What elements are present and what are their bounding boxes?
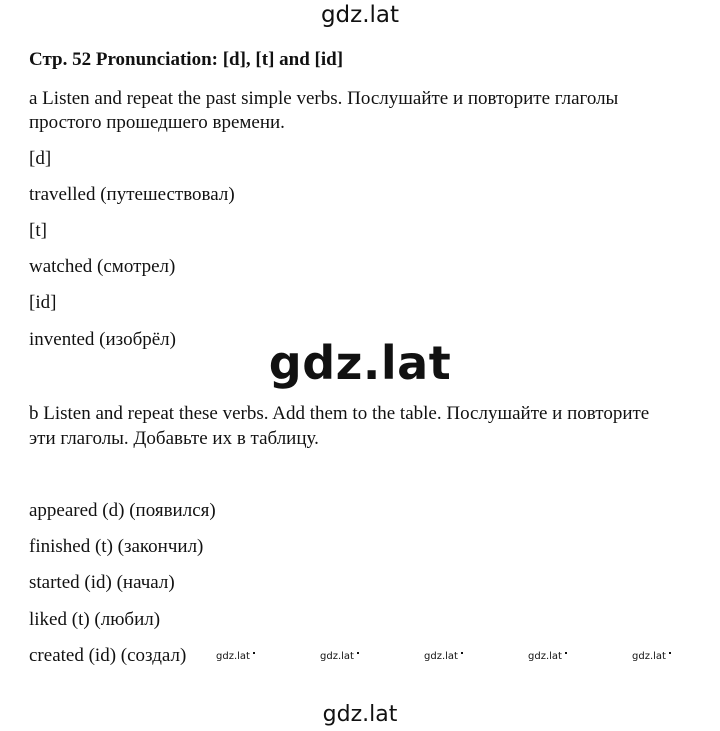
page-heading: Стр. 52 Pronunciation: [d], [t] and [id] xyxy=(29,49,344,70)
small-watermark: gdz.lat xyxy=(528,651,567,662)
small-watermark: gdz.lat xyxy=(320,651,359,662)
verb-item: started (id) (начал) xyxy=(29,572,175,593)
example-word-id: invented (изобрёл) xyxy=(29,329,176,350)
example-word-t: watched (смотрел) xyxy=(29,256,176,277)
verb-item: appeared (d) (появился) xyxy=(29,500,216,521)
verb-item: finished (t) (закончил) xyxy=(29,536,204,557)
task-b-line-1: b Listen and repeat these verbs. Add them to the table. Послушайте и повторите xyxy=(29,403,650,424)
example-word-d: travelled (путешествовал) xyxy=(29,184,235,205)
sound-label-id: [id] xyxy=(29,292,57,313)
task-a-line-1: a Listen and repeat the past simple verbs. Послушайте и повторите глаголы xyxy=(29,88,619,109)
verb-item: liked (t) (любил) xyxy=(29,609,161,630)
sound-label-t: [t] xyxy=(29,220,47,241)
small-watermark: gdz.lat xyxy=(216,651,255,662)
task-b-line-2: эти глаголы. Добавьте их в таблицу. xyxy=(29,428,319,449)
small-watermark: gdz.lat xyxy=(632,651,671,662)
watermark-middle: gdz.lat xyxy=(268,336,452,390)
verb-item: created (id) (создал) xyxy=(29,645,187,666)
watermark-bottom: gdz.lat xyxy=(322,702,398,727)
small-watermark: gdz.lat xyxy=(424,651,463,662)
sound-label-d: [d] xyxy=(29,148,52,169)
task-a-line-2: простого прошедшего времени. xyxy=(29,112,285,133)
watermark-top: gdz.lat xyxy=(320,2,400,28)
